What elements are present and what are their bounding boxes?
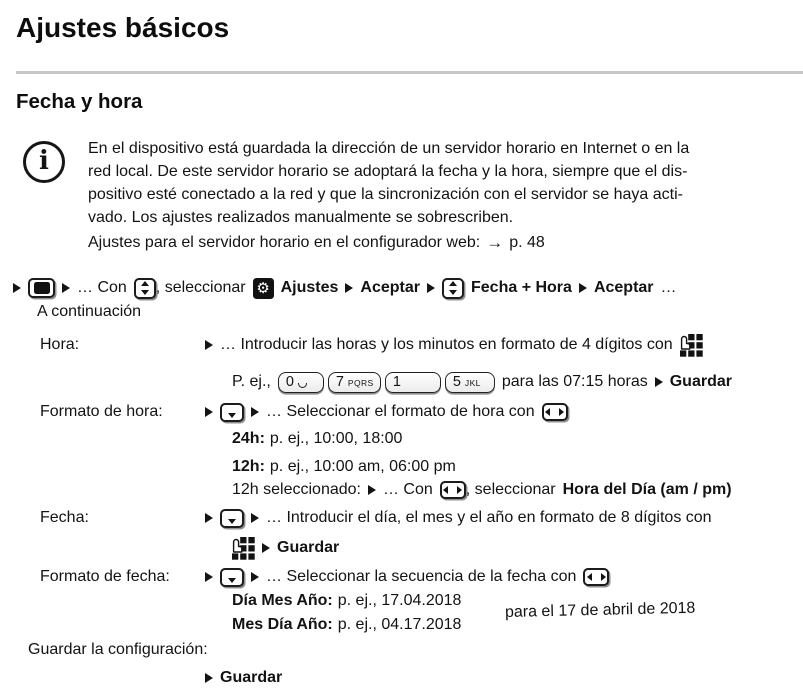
option-mda-text: p. ej., 04.17.2018: [337, 615, 462, 633]
row-formato-fecha-instruction: [205, 565, 609, 589]
down-key-icon: [220, 509, 244, 528]
softkey-aceptar: Aceptar: [593, 279, 654, 296]
action-arrow-icon: [251, 407, 259, 417]
info-icon-glyph: i: [39, 146, 49, 176]
softkey-guardar: Guardar: [669, 373, 732, 390]
page-ref-arrow-icon: →: [486, 233, 504, 252]
option-12h-text: p. ej., 10:00 am, 06:00 pm: [269, 457, 456, 475]
instruction-text: … Seleccionar la secuencia de la fecha con: [266, 568, 577, 585]
menu-item-fecha-hora: Fecha + Hora: [471, 279, 572, 296]
key-1-label: 1: [392, 373, 401, 390]
option-dma-text: p. ej., 17.04.2018: [337, 591, 462, 609]
save-settings-line: [205, 668, 282, 688]
option-24h-text: p. ej., 10:00, 18:00: [269, 429, 403, 447]
down-key-icon: [220, 403, 244, 422]
option-12h-label: 12h:: [232, 457, 265, 475]
row-label-hora: Hora:: [40, 336, 80, 353]
action-arrow-icon: [655, 377, 663, 387]
option-24h-label: 24h:: [232, 429, 265, 447]
info-line: En el dispositivo está guardada la dirección de un servidor horario en Internet o en la: [88, 140, 690, 157]
instruction-text: … Introducir las horas y los minutos en formato de 4 dígitos con: [220, 336, 673, 353]
action-arrow-icon: [13, 283, 21, 293]
keypad-icon: [232, 537, 255, 560]
instruction-text: … Seleccionar el formato de hora con: [266, 403, 535, 420]
left-right-key-icon: [542, 403, 568, 421]
web-config-note: Ajustes para el servidor horario en el configurador web:: [88, 234, 481, 251]
option-12h-selected-prefix: 12h seleccionado:: [232, 481, 361, 498]
keypad-icon: [680, 334, 703, 357]
action-arrow-icon: [205, 572, 213, 582]
instruction-text: … Introducir el día, el mes y el año en formato de 8 dígitos con: [266, 509, 712, 526]
example-prefix: P. ej.,: [232, 373, 271, 390]
option-dia-mes-ano: [232, 591, 461, 610]
key-5: [445, 372, 495, 393]
down-key-icon: [220, 568, 244, 587]
option-mes-dia-ano: [232, 615, 461, 634]
key-7-label: 7: [335, 373, 344, 390]
row-hora-instruction: [205, 333, 703, 357]
row-label-formato-fecha: Formato de fecha:: [40, 568, 170, 585]
row-label-formato-hora: Formato de hora:: [40, 403, 163, 420]
action-arrow-icon: [579, 283, 587, 293]
option-24h: [232, 429, 402, 448]
continuation-text: A continuación: [37, 303, 142, 320]
gear-glyph: ⚙: [256, 278, 270, 297]
info-icon: [23, 141, 65, 183]
key-7: [328, 372, 381, 393]
up-down-key-icon: [442, 278, 464, 299]
display-key-icon: [28, 278, 55, 298]
key-0-label: 0: [285, 373, 294, 390]
menu-instruction-line: [13, 276, 677, 300]
action-arrow-icon: [251, 572, 259, 582]
info-line: vado. Los ajustes realizados manualmente se sobrescriben.: [88, 209, 514, 226]
action-arrow-icon: [205, 513, 213, 523]
info-paragraph: [88, 137, 689, 229]
settings-gear-icon: [253, 278, 274, 299]
instruction-text: , seleccionar: [155, 279, 246, 296]
key-7-letters: PQRS: [347, 378, 374, 389]
key-0: [278, 372, 324, 393]
row-formato-hora-instruction: [205, 400, 568, 424]
setting-hora-del-dia: Hora del Día (am / pm): [562, 481, 732, 498]
instruction-text: … Con: [77, 279, 127, 296]
example-suffix: para las 07:15 horas: [501, 373, 648, 390]
key-5-label: 5: [452, 373, 461, 390]
section-divider: [16, 71, 803, 74]
action-arrow-icon: [205, 407, 213, 417]
softkey-guardar: Guardar: [277, 539, 340, 556]
info-line: red local. De este servidor horario se adoptará la fecha y la hora, siempre que el dis-: [88, 163, 688, 180]
left-right-key-icon: [583, 568, 609, 586]
option-12h: [232, 457, 456, 476]
space-symbol-icon: [298, 383, 307, 388]
row-label-fecha: Fecha:: [40, 509, 89, 526]
option-12h-selected-line: [232, 480, 732, 500]
row-fecha-save-line: [232, 536, 339, 560]
instruction-text: … Con: [382, 481, 433, 498]
up-down-key-icon: [134, 278, 156, 299]
action-arrow-icon: [205, 673, 213, 683]
action-arrow-icon: [251, 513, 259, 523]
menu-item-ajustes: Ajustes: [280, 279, 339, 296]
key-1: [385, 372, 441, 393]
key-5-letters: JKL: [464, 378, 481, 389]
softkey-aceptar: Aceptar: [360, 279, 420, 296]
action-arrow-icon: [345, 283, 353, 293]
row-fecha-instruction: [205, 506, 712, 530]
softkey-guardar: Guardar: [220, 669, 283, 686]
save-settings-label: Guardar la configuración:: [28, 641, 208, 658]
row-hora-example: [232, 371, 732, 393]
option-dma-label: Día Mes Año:: [232, 591, 333, 609]
action-arrow-icon: [205, 340, 213, 350]
date-example-note: para el 17 de abril de 2018: [504, 599, 696, 621]
instruction-text: …: [660, 279, 677, 296]
action-arrow-icon: [427, 283, 435, 293]
section-title: Fecha y hora: [16, 90, 143, 113]
web-config-note-line: [88, 233, 545, 253]
option-mda-label: Mes Día Año:: [232, 615, 333, 633]
page-ref-link[interactable]: p. 48: [509, 234, 545, 251]
page-title: Ajustes básicos: [16, 12, 230, 43]
info-line: positivo esté conectado a la red y que la sincronización con el servidor se haya acti-: [88, 186, 683, 203]
action-arrow-icon: [368, 485, 376, 495]
instruction-text: , seleccionar: [465, 481, 556, 498]
left-right-key-icon: [440, 481, 466, 499]
action-arrow-icon: [262, 543, 270, 553]
action-arrow-icon: [62, 283, 70, 293]
